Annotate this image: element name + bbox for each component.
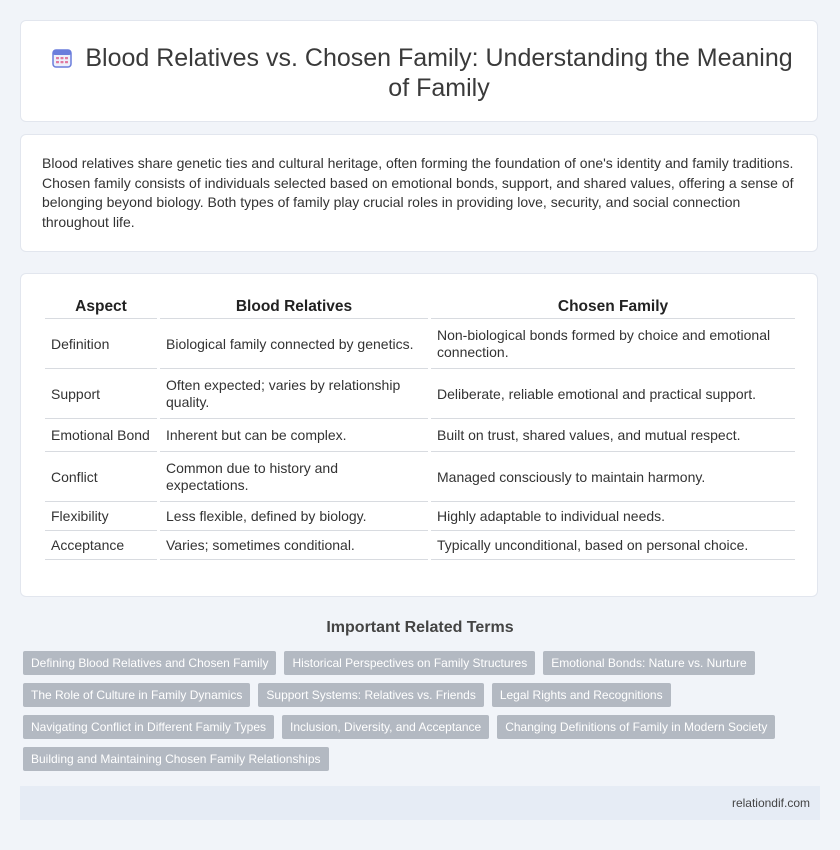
cell-blood: Less flexible, defined by biology. — [160, 502, 428, 531]
table-row — [45, 531, 795, 560]
related-terms-title: Important Related Terms — [326, 619, 514, 636]
header-chosen-family: Chosen Family — [431, 296, 795, 319]
cell-blood: Inherent but can be complex. — [160, 419, 428, 452]
cell-chosen: Managed consciously to maintain harmony. — [431, 452, 795, 502]
intro-card — [20, 134, 818, 252]
related-term-tag[interactable]: Historical Perspectives on Family Structures — [284, 651, 535, 675]
table-row — [45, 419, 795, 452]
cell-blood: Often expected; varies by relationship quality. — [160, 369, 428, 419]
related-terms-list — [23, 651, 813, 771]
cell-aspect: Emotional Bond — [45, 419, 157, 452]
related-term-tag[interactable]: Building and Maintaining Chosen Family Relationships — [23, 747, 329, 771]
cell-chosen: Deliberate, reliable emotional and practical support. — [431, 369, 795, 419]
cell-blood: Common due to history and expectations. — [160, 452, 428, 502]
cell-aspect: Conflict — [45, 452, 157, 502]
related-term-tag[interactable]: Legal Rights and Recognitions — [492, 683, 671, 707]
footer — [20, 786, 820, 820]
cell-aspect: Support — [45, 369, 157, 419]
header-card — [20, 20, 818, 122]
cell-chosen: Typically unconditional, based on personal choice. — [431, 531, 795, 560]
related-term-tag[interactable]: Navigating Conflict in Different Family Types — [23, 715, 274, 739]
table-header-row — [45, 296, 795, 319]
table-row — [45, 369, 795, 419]
header-blood-relatives: Blood Relatives — [160, 296, 428, 319]
related-term-tag[interactable]: Changing Definitions of Family in Modern Society — [497, 715, 775, 739]
cell-aspect: Definition — [45, 319, 157, 369]
comparison-table-card — [20, 273, 818, 597]
cell-blood: Biological family connected by genetics. — [160, 319, 428, 369]
related-term-tag[interactable]: Inclusion, Diversity, and Acceptance — [282, 715, 489, 739]
related-term-tag[interactable]: The Role of Culture in Family Dynamics — [23, 683, 250, 707]
page-title: Blood Relatives vs. Chosen Family: Understanding the Meaning of Family — [85, 44, 793, 102]
related-term-tag[interactable]: Defining Blood Relatives and Chosen Family — [23, 651, 276, 675]
cell-blood: Varies; sometimes conditional. — [160, 531, 428, 560]
cell-chosen: Non-biological bonds formed by choice and emotional connection. — [431, 319, 795, 369]
table-row — [45, 502, 795, 531]
related-term-tag[interactable]: Emotional Bonds: Nature vs. Nurture — [543, 651, 754, 675]
table-row — [45, 452, 795, 502]
intro-paragraph: Blood relatives share genetic ties and cultural heritage, often forming the foundation of one's identity and family traditions. Chosen family consists of individuals selected based on emotional bonds, support, and shared values, offering a sense of belonging beyond biology. Both types of family play crucial roles in providing love, security, and social connection throughout life. — [42, 155, 794, 230]
table-row — [45, 319, 795, 369]
header-aspect: Aspect — [45, 296, 157, 319]
related-term-tag[interactable]: Support Systems: Relatives vs. Friends — [258, 683, 483, 707]
cell-aspect: Flexibility — [45, 502, 157, 531]
comparison-table — [42, 296, 798, 560]
cell-chosen: Highly adaptable to individual needs. — [431, 502, 795, 531]
footer-site-name[interactable]: relationdif.com — [731, 796, 810, 810]
cell-aspect: Acceptance — [45, 531, 157, 560]
cell-chosen: Built on trust, shared values, and mutual respect. — [431, 419, 795, 452]
